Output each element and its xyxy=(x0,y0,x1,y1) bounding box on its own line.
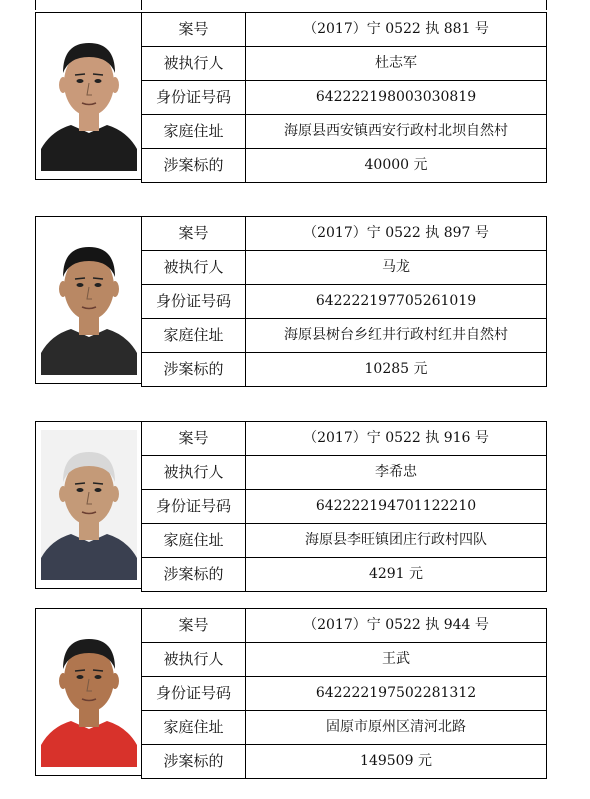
table-row xyxy=(142,711,547,745)
record-info-table xyxy=(141,12,547,183)
person-photo xyxy=(35,421,142,589)
amount-label: 涉案标的 xyxy=(142,353,246,387)
person-photo xyxy=(35,216,142,384)
portrait-eye xyxy=(77,283,84,287)
address-value: 海原县树台乡红井行政村红井自然村 xyxy=(246,319,547,353)
portrait-ear xyxy=(111,77,119,93)
amount-value: 40000 元 xyxy=(246,149,547,183)
id-number-label: 身份证号码 xyxy=(142,677,246,711)
id-number-value: 642222198003030819 xyxy=(246,81,547,115)
table-row xyxy=(142,490,547,524)
portrait-eye xyxy=(77,675,84,679)
portrait-image xyxy=(41,225,137,375)
table-row xyxy=(142,149,547,183)
amount-label: 涉案标的 xyxy=(142,745,246,779)
portrait-eye xyxy=(95,488,102,492)
table-row xyxy=(142,285,547,319)
portrait-ear xyxy=(59,77,67,93)
table-row xyxy=(142,353,547,387)
case-number-label: 案号 xyxy=(142,422,246,456)
table-row xyxy=(142,677,547,711)
person-name-value: 王武 xyxy=(246,643,547,677)
person-name-value: 马龙 xyxy=(246,251,547,285)
address-label: 家庭住址 xyxy=(142,115,246,149)
address-label: 家庭住址 xyxy=(142,524,246,558)
person-record xyxy=(35,216,547,386)
table-row xyxy=(142,319,547,353)
case-number-value: （2017）宁 0522 执 916 号 xyxy=(246,422,547,456)
portrait-eye xyxy=(95,79,102,83)
portrait-image xyxy=(41,617,137,767)
address-value: 海原县李旺镇团庄行政村四队 xyxy=(246,524,547,558)
table-edge-line xyxy=(35,0,36,10)
amount-value: 149509 元 xyxy=(246,745,547,779)
table-row xyxy=(142,745,547,779)
table-row xyxy=(142,456,547,490)
table-edge-line xyxy=(141,0,142,10)
case-number-label: 案号 xyxy=(142,217,246,251)
record-info-table xyxy=(141,608,547,779)
person-name-value: 杜志军 xyxy=(246,47,547,81)
table-row xyxy=(142,558,547,592)
portrait-eye xyxy=(95,675,102,679)
case-number-label: 案号 xyxy=(142,609,246,643)
person-record xyxy=(35,608,547,778)
table-row xyxy=(142,422,547,456)
address-label: 家庭住址 xyxy=(142,711,246,745)
portrait-image xyxy=(41,21,137,171)
amount-value: 4291 元 xyxy=(246,558,547,592)
id-number-value: 642222194701122210 xyxy=(246,490,547,524)
case-number-value: （2017）宁 0522 执 881 号 xyxy=(246,13,547,47)
portrait-ear xyxy=(59,281,67,297)
id-number-value: 642222197502281312 xyxy=(246,677,547,711)
person-label: 被执行人 xyxy=(142,643,246,677)
table-row xyxy=(142,47,547,81)
table-row xyxy=(142,13,547,47)
portrait-image xyxy=(41,430,137,580)
table-row xyxy=(142,643,547,677)
person-record xyxy=(35,421,547,591)
person-label: 被执行人 xyxy=(142,251,246,285)
portrait-ear xyxy=(111,486,119,502)
case-number-value: （2017）宁 0522 执 944 号 xyxy=(246,609,547,643)
person-record xyxy=(35,12,547,182)
case-number-label: 案号 xyxy=(142,13,246,47)
amount-label: 涉案标的 xyxy=(142,149,246,183)
portrait-ear xyxy=(111,673,119,689)
id-number-label: 身份证号码 xyxy=(142,285,246,319)
portrait-ear xyxy=(59,673,67,689)
portrait-ear xyxy=(111,281,119,297)
person-name-value: 李希忠 xyxy=(246,456,547,490)
case-number-value: （2017）宁 0522 执 897 号 xyxy=(246,217,547,251)
address-value: 海原县西安镇西安行政村北坝自然村 xyxy=(246,115,547,149)
id-number-value: 642222197705261019 xyxy=(246,285,547,319)
table-row xyxy=(142,115,547,149)
page-top-table-edge xyxy=(35,0,547,10)
address-value: 固原市原州区清河北路 xyxy=(246,711,547,745)
id-number-label: 身份证号码 xyxy=(142,81,246,115)
table-row xyxy=(142,217,547,251)
table-row xyxy=(142,81,547,115)
person-photo xyxy=(35,12,142,180)
portrait-eye xyxy=(77,488,84,492)
table-row xyxy=(142,524,547,558)
table-row xyxy=(142,609,547,643)
id-number-label: 身份证号码 xyxy=(142,490,246,524)
portrait-ear xyxy=(59,486,67,502)
person-label: 被执行人 xyxy=(142,47,246,81)
record-info-table xyxy=(141,216,547,387)
portrait-eye xyxy=(77,79,84,83)
table-row xyxy=(142,251,547,285)
amount-value: 10285 元 xyxy=(246,353,547,387)
table-edge-line xyxy=(546,0,547,10)
record-info-table xyxy=(141,421,547,592)
portrait-eye xyxy=(95,283,102,287)
person-label: 被执行人 xyxy=(142,456,246,490)
amount-label: 涉案标的 xyxy=(142,558,246,592)
person-photo xyxy=(35,608,142,776)
address-label: 家庭住址 xyxy=(142,319,246,353)
